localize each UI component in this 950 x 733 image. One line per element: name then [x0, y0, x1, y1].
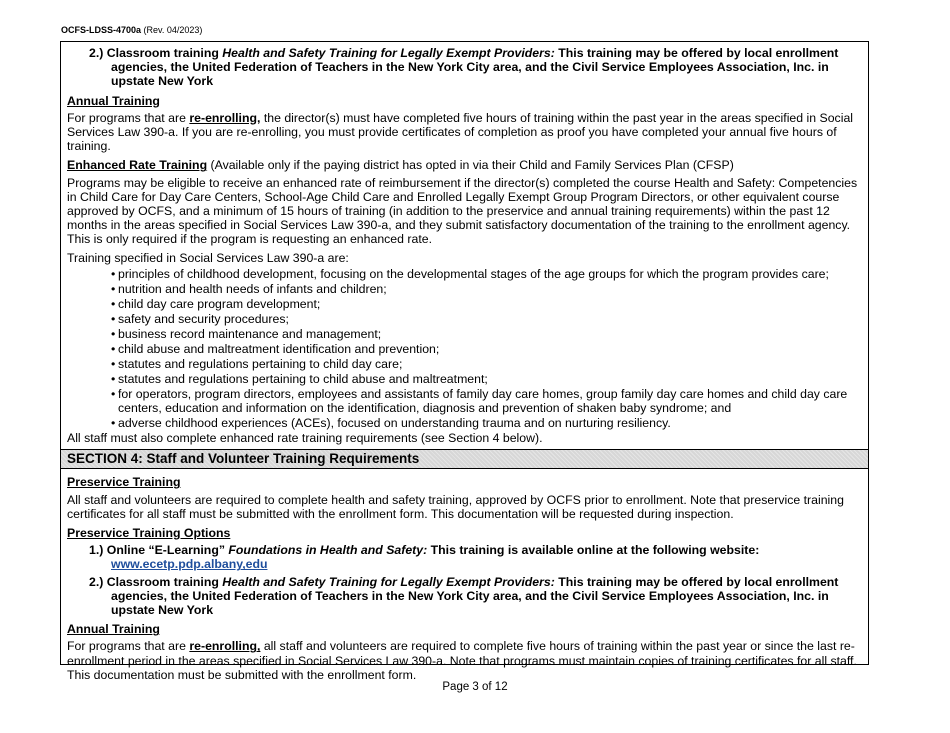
- list-item: • nutrition and health needs of infants and children;: [111, 282, 864, 296]
- item-title: Health and Safety Training for Legally Exempt Providers:: [222, 574, 555, 589]
- item-text: This training may be offered by local enrollment agencies, the United Federation of Teachers in the New York City area, and the Civil Service Employees Association, Inc. in upstate New York: [111, 574, 839, 618]
- item-text: This training is available online at the following website:: [430, 543, 760, 558]
- document-body: [67, 46, 864, 682]
- form-number: OCFS-LDSS-4700a: [61, 25, 142, 35]
- classroom-training-item: [89, 575, 864, 618]
- classroom-training-item: [89, 46, 864, 89]
- document-frame: [60, 41, 869, 682]
- list-item: • child abuse and maltreatment identification and prevention;: [111, 342, 864, 356]
- enhanced-rate-header: [67, 158, 864, 172]
- item-number: 1.): [89, 543, 104, 558]
- e-learning-item: [89, 543, 864, 571]
- enhanced-rate-note: (Available only if the paying district has opted in via their Child and Family Services Plan (CFSP): [210, 158, 734, 173]
- item-number: 2.): [89, 46, 104, 60]
- list-item: • for operators, program directors, employees and assistants of family day care homes, group family day care homes and child day care centers, education and information on the identification, diagnosis and prevention of shaken baby syndrome; and: [111, 387, 864, 415]
- item-number: 2.): [89, 574, 104, 589]
- list-item: • statutes and regulations pertaining to child abuse and maltreatment;: [111, 372, 864, 386]
- training-list-intro: Training specified in Social Services Law 390-a are:: [67, 250, 349, 265]
- item-label: Online “E-Learning”: [106, 543, 225, 558]
- item-title: Health and Safety Training for Legally Exempt Providers:: [222, 46, 555, 60]
- annual-training-text: [67, 111, 864, 154]
- annual-pre: For programs that are: [67, 110, 186, 125]
- preservice-training-body: All staff and volunteers are required to complete health and safety training, approved by OCFS prior to enrollment. Note that preservice training certificates for all staff must be submitted with the enrollment form. This documentation will be requested during inspection.: [67, 492, 844, 521]
- annual-post: the director(s) must have completed five hours of training within the past year in the areas specified in Social Services Law 390-a. If you are re-enrolling, you must provide certificates of completion as proof you have completed your annual five hours of training.: [67, 110, 854, 154]
- list-item: • adverse childhood experiences (ACEs), focused on understanding trauma and on nurturing resiliency.: [111, 416, 864, 430]
- page-number: Page 3 of 12: [442, 681, 508, 693]
- enhanced-rate-heading: Enhanced Rate Training: [67, 158, 208, 173]
- list-item: • child day care program development;: [111, 297, 864, 311]
- staff-annual-training-text: [67, 639, 864, 682]
- list-item: • business record maintenance and management;: [111, 327, 864, 341]
- annual-pre: For programs that are: [67, 639, 186, 654]
- annual-post: all staff and volunteers are required to complete five hours of training within the past year or since the last re-enrollment period in the areas specified in Social Services Law 390-a. Note that programs must maintain copies of training certificates for all staff. This documentation must be submitted with the enrollment form.: [67, 639, 857, 682]
- staff-annual-training-heading: Annual Training: [67, 622, 160, 637]
- enhanced-rate-body: Programs may be eligible to receive an enhanced rate of reimbursement if the director(s) completed the course Health and Safety: Competencies in Child Care for Day Care Centers, School-Age Child Care and Enrolled Legally Exempt Group Program Directors, or other equivalent course approved by OCFS, and a minimum of 15 hours of training (in addition to the preservice and annual training requirements) within the past 12 months in the areas specified in Social Services Law 390-a, and they submit satisfactory documentation of the training to the enrollment agency. This is only required if the program is requesting an enhanced rate.: [67, 175, 858, 247]
- preservice-training-heading: Preservice Training: [67, 475, 181, 490]
- item-title: Foundations in Health and Safety:: [228, 543, 428, 558]
- form-code: [61, 25, 202, 36]
- section-4-title: SECTION 4: Staff and Volunteer Training Requirements: [61, 449, 868, 469]
- annual-training-heading: Annual Training: [67, 93, 160, 108]
- preservice-options-heading: Preservice Training Options: [67, 526, 231, 541]
- re-enrolling-keyword: re-enrolling,: [189, 110, 261, 125]
- item-label: Classroom training: [106, 574, 219, 589]
- list-item: • safety and security procedures;: [111, 312, 864, 326]
- list-item: • statutes and regulations pertaining to child day care;: [111, 357, 864, 371]
- form-revision: (Rev. 04/2023): [143, 25, 203, 35]
- re-enrolling-keyword: re-enrolling,: [189, 639, 261, 654]
- list-item: • principles of childhood development, focusing on the developmental stages of the age groups for which the program provides care;: [111, 267, 864, 281]
- training-topics-list: [67, 267, 864, 430]
- item-label: Classroom training: [106, 46, 219, 60]
- ecetp-website-link[interactable]: www.ecetp.pdp.albany,edu: [111, 557, 268, 572]
- staff-note: All staff must also complete enhanced rate training requirements (see Section 4 below).: [67, 431, 543, 446]
- item-text: This training may be offered by local enrollment agencies, the United Federation of Teachers in the New York City area, and the Civil Service Employees Association, Inc. in upstate New York: [111, 46, 839, 89]
